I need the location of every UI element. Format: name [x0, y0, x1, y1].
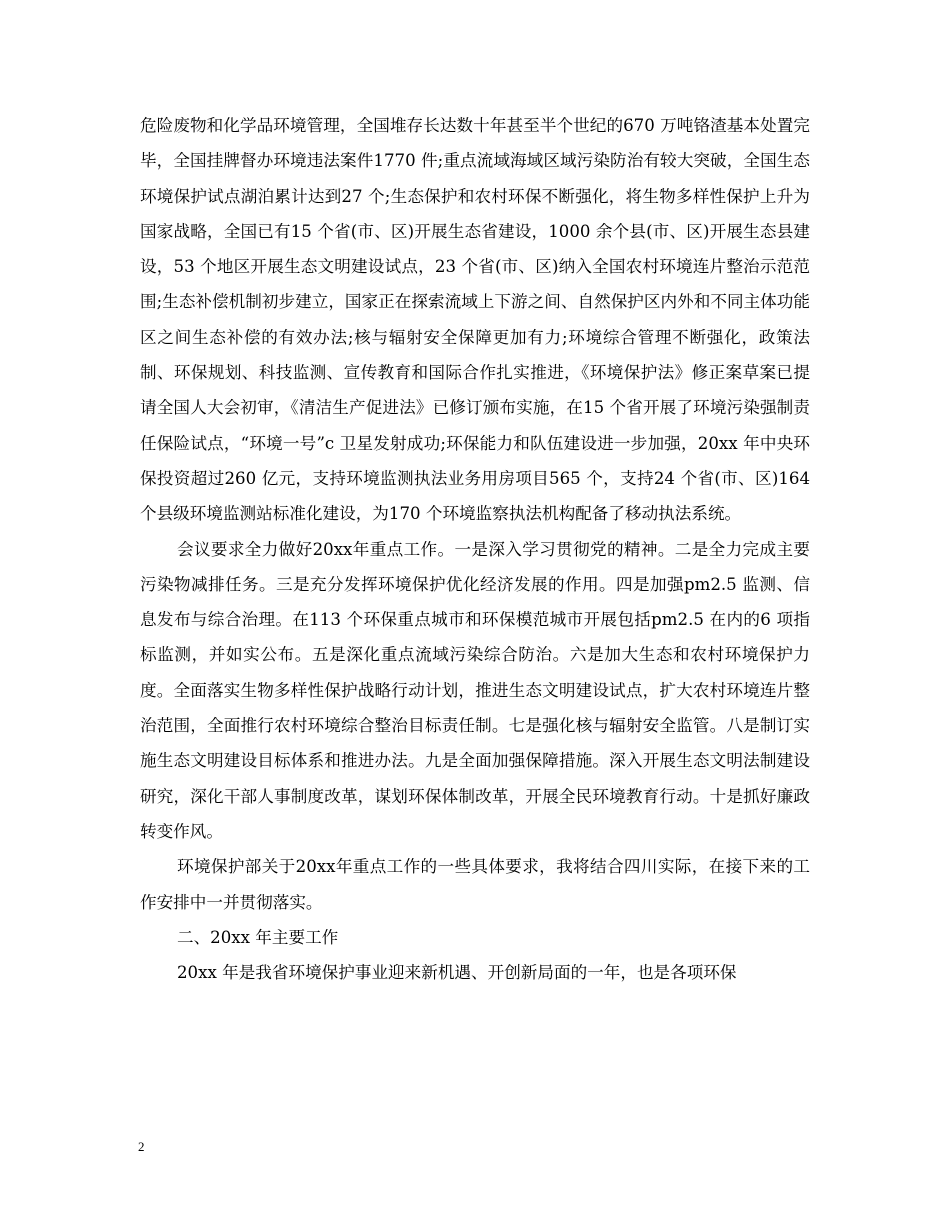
paragraph-3: 环境保护部关于20xx年重点工作的一些具体要求，我将结合四川实际，在接下来的工作安排中一并贯彻落实。 [140, 857, 810, 912]
paragraph-1: 危险废物和化学品环境管理，全国堆存长达数十年甚至半个世纪的670 万吨铬渣基本处置完毕，全国挂牌督办环境违法案件1770 件;重点流域海域区域污染防治有较大突破，全国生态环境保护试点湖泊累计达到27 个;生态保护和农村环保不断强化，将生物多样性保护上升为国家战略，全国已有15 个省(市、区)开展生态省建设，1000 余个县(市、区)开展生态县建设，53 个地区开展生态文明建设试点，23 个省(市、区)纳入全国农村环境连片整治示范范围;生态补偿机制初步建立，国家正在探索流域上下游之间、自然保护区内外和不同主体功能区之间生态补偿的有效办法;核与辐射安全保障更加有力;环境综合管理不断强化，政策法制、环保规划、科技监测、宣传教育和国际合作扎实推进，《环境保护法》修正案草案已提请全国人大会初审，《清洁生产促进法》已修订颁布实施，在15 个省开展了环境污染强制责任保险试点，“环境一号”c 卫星发射成功;环保能力和队伍建设进一步加强，20xx 年中央环保投资超过260 亿元，支持环境监测执法业务用房项目565 个，支持24 个省(市、区)164 个县级环境监测站标准化建设，为170 个环境监察执法机构配备了移动执法系统。 [140, 116, 810, 524]
page-number: 2 [138, 1139, 145, 1154]
section-heading: 二、20xx 年主要工作 [177, 927, 339, 947]
paragraph-4: 20xx 年是我省环境保护事业迎来新机遇、开创新局面的一年，也是各项环保 [177, 963, 737, 983]
paragraph-2: 会议要求全力做好20xx年重点工作。一是深入学习贯彻党的精神。二是全力完成主要污染物减排任务。三是充分发挥环境保护优化经济发展的作用。四是加强pm2.5 监测、信息发布与综合治理。在113 个环保重点城市和环保模范城市开展包括pm2.5 在内的6 项指标监测，并如实公布。五是深化重点流域污染综合防治。六是加大生态和农村环境保护力度。全面落实生物多样性保护战略行动计划，推进生态文明建设试点，扩大农村环境连片整治范围，全面推行农村环境综合整治目标责任制。七是强化核与辐射安全监管。八是制订实施生态文明建设目标体系和推进办法。九是全面加强保障措施。深入开展生态文明法制建设研究，深化干部人事制度改革，谋划环保体制改革，开展全民环境教育行动。十是抓好廉政转变作风。 [140, 539, 810, 841]
document-body [140, 108, 810, 990]
